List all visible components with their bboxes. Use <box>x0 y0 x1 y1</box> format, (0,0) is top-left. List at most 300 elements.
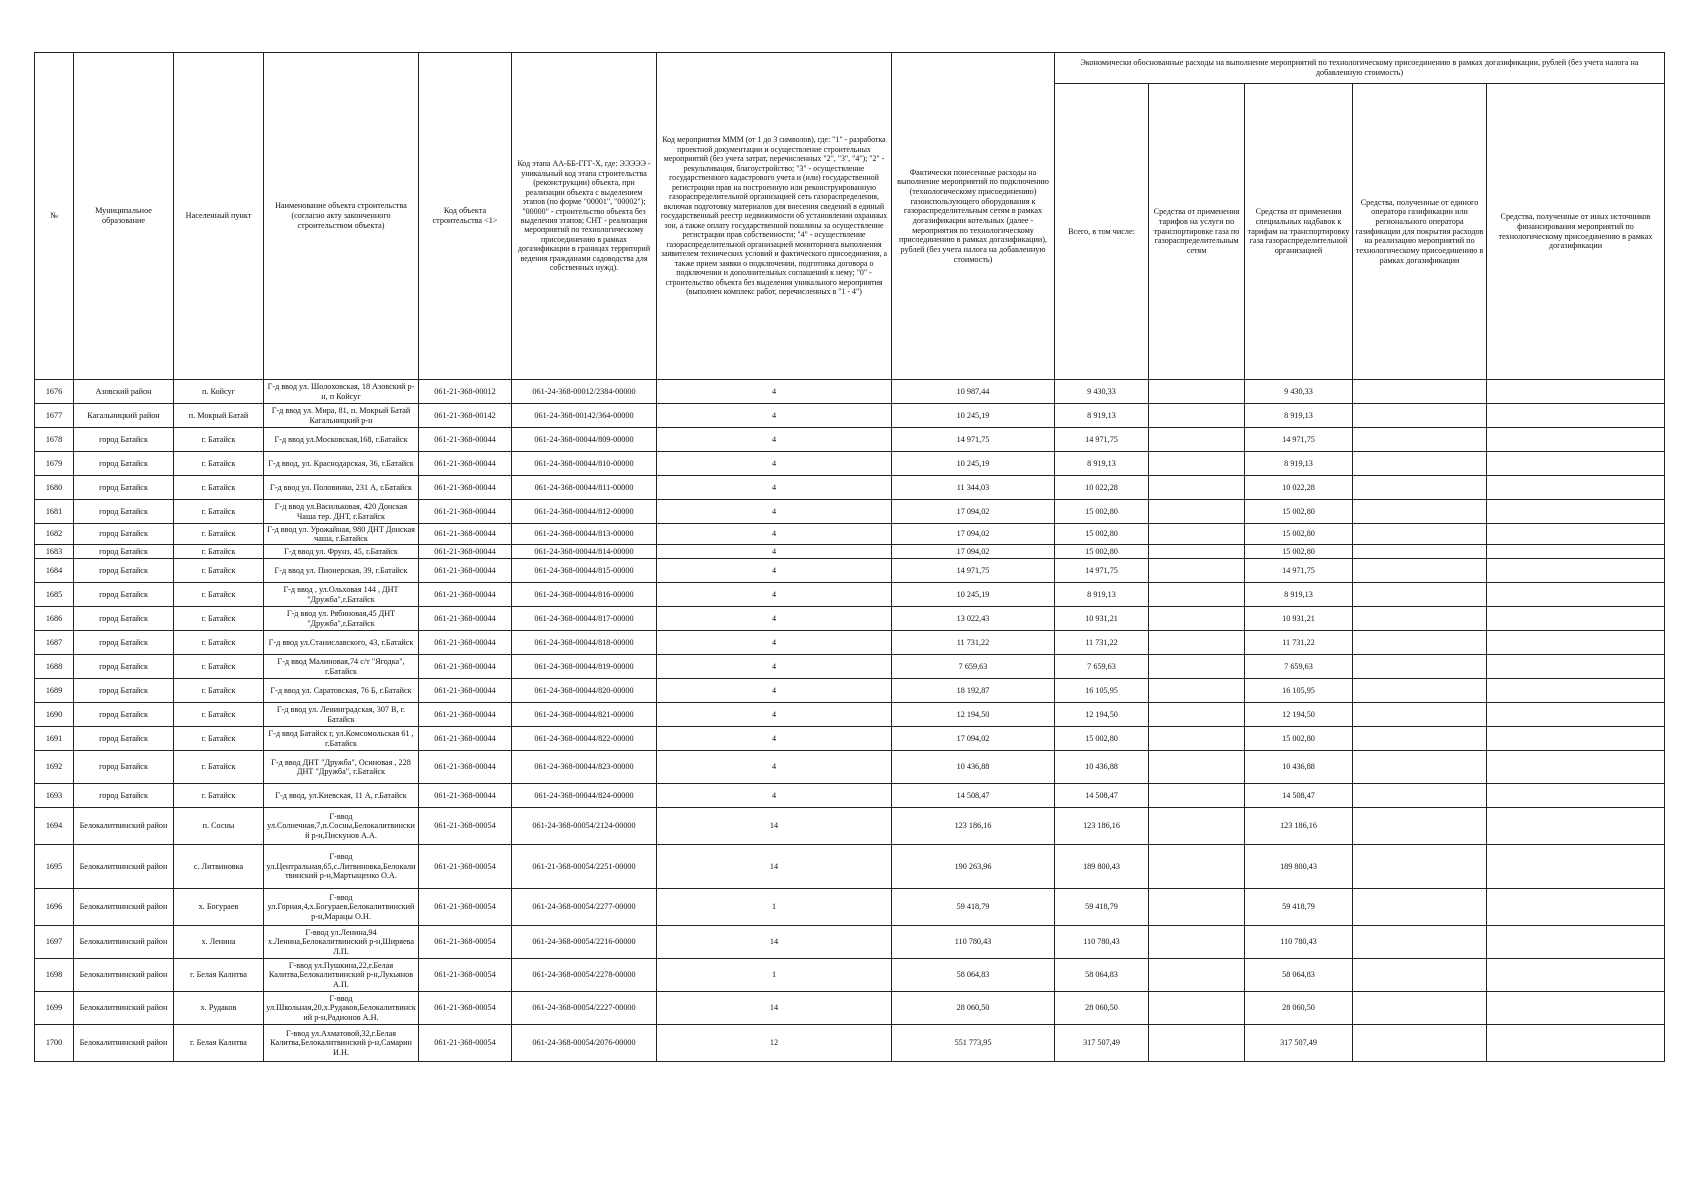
total-cell: 28 060,50 <box>1055 992 1149 1025</box>
settlement-cell: г. Батайск <box>174 428 264 452</box>
activity-code-cell: 4 <box>657 784 892 808</box>
object-code-cell: 061-21-368-00044 <box>419 452 512 476</box>
stage-code-cell: 061-24-368-00044/810-00000 <box>512 452 657 476</box>
table-row <box>35 380 1665 404</box>
actual-costs-cell: 59 418,79 <box>892 889 1055 926</box>
total-cell: 189 800,43 <box>1055 845 1149 889</box>
object-name-cell: Г-д ввод ул. Саратовская, 76 Б, г.Батайск <box>264 679 419 703</box>
operator-funds-cell <box>1353 784 1487 808</box>
row-number: 1695 <box>35 845 74 889</box>
row-number: 1681 <box>35 500 74 524</box>
settlement-cell: х. Рудаков <box>174 992 264 1025</box>
object-code-cell: 061-21-368-00044 <box>419 476 512 500</box>
other-funds-cell <box>1487 845 1665 889</box>
operator-funds-cell <box>1353 452 1487 476</box>
activity-code-cell: 4 <box>657 500 892 524</box>
actual-costs-cell: 10 245,19 <box>892 452 1055 476</box>
stage-code-cell: 061-24-368-00044/814-00000 <box>512 545 657 559</box>
operator-funds-cell <box>1353 380 1487 404</box>
operator-funds-cell <box>1353 476 1487 500</box>
actual-costs-cell: 551 773,95 <box>892 1025 1055 1062</box>
table-row <box>35 959 1665 992</box>
actual-costs-cell: 12 194,50 <box>892 703 1055 727</box>
table-row <box>35 559 1665 583</box>
transport-funds-cell <box>1149 992 1245 1025</box>
table-row <box>35 452 1665 476</box>
operator-funds-cell <box>1353 1025 1487 1062</box>
other-funds-cell <box>1487 992 1665 1025</box>
other-funds-cell <box>1487 703 1665 727</box>
table-row <box>35 428 1665 452</box>
object-code-cell: 061-21-368-00054 <box>419 845 512 889</box>
object-code-cell: 061-21-368-00044 <box>419 679 512 703</box>
activity-code-cell: 4 <box>657 404 892 428</box>
operator-funds-cell <box>1353 524 1487 545</box>
row-number: 1686 <box>35 607 74 631</box>
settlement-cell: х. Богураев <box>174 889 264 926</box>
total-cell: 15 002,80 <box>1055 500 1149 524</box>
object-code-cell: 061-21-368-00044 <box>419 428 512 452</box>
special-funds-cell: 8 919,13 <box>1245 404 1353 428</box>
other-funds-cell <box>1487 679 1665 703</box>
other-funds-cell <box>1487 380 1665 404</box>
special-funds-cell: 16 105,95 <box>1245 679 1353 703</box>
row-number: 1680 <box>35 476 74 500</box>
other-funds-cell <box>1487 404 1665 428</box>
object-name-cell: Г-д ввод, ул.Киевская, 11 А, г.Батайск <box>264 784 419 808</box>
table-row <box>35 889 1665 926</box>
object-name-cell: Г-д ввод, ул. Краснодарская, 36, г.Батайск <box>264 452 419 476</box>
municipality-cell: город Батайск <box>74 631 174 655</box>
object-name-cell: Г-д ввод , ул.Ольховая 144 , ДНТ "Дружба",г.Батайск <box>264 583 419 607</box>
municipality-cell: Белокалитвинский район <box>74 889 174 926</box>
actual-costs-cell: 14 971,75 <box>892 559 1055 583</box>
table-row <box>35 500 1665 524</box>
col-header-object-code: Код объекта строительства <1> <box>419 53 512 380</box>
table-row <box>35 655 1665 679</box>
operator-funds-cell <box>1353 500 1487 524</box>
operator-funds-cell <box>1353 992 1487 1025</box>
object-name-cell: Г-д ввод ДНТ "Дружба", Осиновая , 228 ДНТ "Дружба", г.Батайск <box>264 751 419 784</box>
actual-costs-cell: 123 186,16 <box>892 808 1055 845</box>
total-cell: 8 919,13 <box>1055 404 1149 428</box>
other-funds-cell <box>1487 559 1665 583</box>
row-number: 1698 <box>35 959 74 992</box>
table-row <box>35 703 1665 727</box>
total-cell: 15 002,80 <box>1055 727 1149 751</box>
other-funds-cell <box>1487 583 1665 607</box>
operator-funds-cell <box>1353 889 1487 926</box>
special-funds-cell: 317 507,49 <box>1245 1025 1353 1062</box>
other-funds-cell <box>1487 428 1665 452</box>
operator-funds-cell <box>1353 545 1487 559</box>
settlement-cell: п. Койсуг <box>174 380 264 404</box>
total-cell: 16 105,95 <box>1055 679 1149 703</box>
total-cell: 15 002,80 <box>1055 545 1149 559</box>
transport-funds-cell <box>1149 926 1245 959</box>
transport-funds-cell <box>1149 631 1245 655</box>
actual-costs-cell: 11 731,22 <box>892 631 1055 655</box>
table-row <box>35 583 1665 607</box>
total-cell: 11 731,22 <box>1055 631 1149 655</box>
activity-code-cell: 4 <box>657 727 892 751</box>
object-name-cell: Г-ввод ул.Ленина,94 х.Ленина,Белокалитвинский р-н,Ширяева Л.П. <box>264 926 419 959</box>
total-cell: 123 186,16 <box>1055 808 1149 845</box>
other-funds-cell <box>1487 889 1665 926</box>
other-funds-cell <box>1487 959 1665 992</box>
actual-costs-cell: 18 192,87 <box>892 679 1055 703</box>
row-number: 1684 <box>35 559 74 583</box>
col-header-num: № <box>35 53 74 380</box>
stage-code-cell: 061-24-368-00142/364-00000 <box>512 404 657 428</box>
row-number: 1699 <box>35 992 74 1025</box>
table-row <box>35 727 1665 751</box>
object-code-cell: 061-21-368-00044 <box>419 545 512 559</box>
col-header-from-special: Средства от применения специальных надбавок к тарифам на транспортировку газа газораспределительной организацией <box>1245 84 1353 380</box>
operator-funds-cell <box>1353 607 1487 631</box>
settlement-cell: с. Литвиновка <box>174 845 264 889</box>
activity-code-cell: 4 <box>657 607 892 631</box>
settlement-cell: г. Батайск <box>174 655 264 679</box>
special-funds-cell: 12 194,50 <box>1245 703 1353 727</box>
activity-code-cell: 4 <box>657 380 892 404</box>
other-funds-cell <box>1487 727 1665 751</box>
total-cell: 12 194,50 <box>1055 703 1149 727</box>
object-code-cell: 061-21-368-00044 <box>419 500 512 524</box>
municipality-cell: Белокалитвинский район <box>74 845 174 889</box>
col-header-total: Всего, в том числе: <box>1055 84 1149 380</box>
special-funds-cell: 10 436,88 <box>1245 751 1353 784</box>
row-number: 1691 <box>35 727 74 751</box>
transport-funds-cell <box>1149 703 1245 727</box>
special-funds-cell: 15 002,80 <box>1245 524 1353 545</box>
object-name-cell: Г-д ввод ул.Васильковая, 420 Донская Чаша тер. ДНТ, г.Батайск <box>264 500 419 524</box>
object-code-cell: 061-21-368-00044 <box>419 784 512 808</box>
operator-funds-cell <box>1353 559 1487 583</box>
table-row <box>35 784 1665 808</box>
gasification-costs-table <box>34 52 1665 1062</box>
special-funds-cell: 123 186,16 <box>1245 808 1353 845</box>
col-header-settlement: Населенный пункт <box>174 53 264 380</box>
object-name-cell: Г-ввод ул.Солнечная,7,п.Сосны,Белокалитвинский р-н,Пискунов А.А. <box>264 808 419 845</box>
settlement-cell: г. Белая Калитва <box>174 1025 264 1062</box>
transport-funds-cell <box>1149 524 1245 545</box>
operator-funds-cell <box>1353 845 1487 889</box>
object-name-cell: Г-д ввод ул. Пионерская, 39, г.Батайск <box>264 559 419 583</box>
object-code-cell: 061-21-368-00054 <box>419 926 512 959</box>
other-funds-cell <box>1487 476 1665 500</box>
special-funds-cell: 14 971,75 <box>1245 428 1353 452</box>
actual-costs-cell: 17 094,02 <box>892 545 1055 559</box>
row-number: 1679 <box>35 452 74 476</box>
row-number: 1677 <box>35 404 74 428</box>
settlement-cell: г. Батайск <box>174 703 264 727</box>
row-number: 1689 <box>35 679 74 703</box>
row-number: 1678 <box>35 428 74 452</box>
total-cell: 15 002,80 <box>1055 524 1149 545</box>
transport-funds-cell <box>1149 845 1245 889</box>
other-funds-cell <box>1487 751 1665 784</box>
transport-funds-cell <box>1149 583 1245 607</box>
special-funds-cell: 28 060,50 <box>1245 992 1353 1025</box>
special-funds-cell: 110 780,43 <box>1245 926 1353 959</box>
actual-costs-cell: 28 060,50 <box>892 992 1055 1025</box>
municipality-cell: Белокалитвинский район <box>74 808 174 845</box>
actual-costs-cell: 58 064,83 <box>892 959 1055 992</box>
object-name-cell: Г-д ввод ул. Ленинградская, 307 В, г. Батайск <box>264 703 419 727</box>
col-header-econ-group: Экономически обоснованные расходы на выполнение мероприятий по технологическому присоединению в рамках догазификации, рублей (без учета налога на добавленную стоимость) <box>1055 53 1665 84</box>
special-funds-cell: 7 659,63 <box>1245 655 1353 679</box>
document-page <box>34 52 1664 1062</box>
settlement-cell: г. Батайск <box>174 727 264 751</box>
object-code-cell: 061-21-368-00054 <box>419 889 512 926</box>
object-code-cell: 061-21-368-00054 <box>419 992 512 1025</box>
object-name-cell: Г-д ввод ул. Мира, 81, п. Мокрый Батай Кагальницкий р-н <box>264 404 419 428</box>
total-cell: 9 430,33 <box>1055 380 1149 404</box>
special-funds-cell: 59 418,79 <box>1245 889 1353 926</box>
special-funds-cell: 10 931,21 <box>1245 607 1353 631</box>
object-code-cell: 061-21-368-00044 <box>419 655 512 679</box>
municipality-cell: город Батайск <box>74 751 174 784</box>
operator-funds-cell <box>1353 751 1487 784</box>
actual-costs-cell: 10 436,88 <box>892 751 1055 784</box>
other-funds-cell <box>1487 808 1665 845</box>
col-header-object-name: Наименование объекта строительства (согласно акту законченного строительством объекта) <box>264 53 419 380</box>
col-header-from-other: Средства, полученные от иных источников финансирования мероприятий по технологическому присоединению в рамках догазификации <box>1487 84 1665 380</box>
stage-code-cell: 061-24-368-00044/818-00000 <box>512 631 657 655</box>
total-cell: 58 064,83 <box>1055 959 1149 992</box>
municipality-cell: Белокалитвинский район <box>74 992 174 1025</box>
object-name-cell: Г-д ввод ул. Фрунз, 45, г.Батайск <box>264 545 419 559</box>
stage-code-cell: 061-24-368-00054/2278-00000 <box>512 959 657 992</box>
transport-funds-cell <box>1149 500 1245 524</box>
other-funds-cell <box>1487 607 1665 631</box>
stage-code-cell: 061-24-368-00044/812-00000 <box>512 500 657 524</box>
special-funds-cell: 58 064,83 <box>1245 959 1353 992</box>
actual-costs-cell: 11 344,03 <box>892 476 1055 500</box>
settlement-cell: г. Батайск <box>174 545 264 559</box>
other-funds-cell <box>1487 500 1665 524</box>
settlement-cell: г. Батайск <box>174 784 264 808</box>
total-cell: 8 919,13 <box>1055 452 1149 476</box>
table-body <box>35 380 1665 1062</box>
object-code-cell: 061-21-368-00044 <box>419 559 512 583</box>
transport-funds-cell <box>1149 889 1245 926</box>
other-funds-cell <box>1487 926 1665 959</box>
activity-code-cell: 4 <box>657 679 892 703</box>
total-cell: 10 931,21 <box>1055 607 1149 631</box>
transport-funds-cell <box>1149 545 1245 559</box>
special-funds-cell: 15 002,80 <box>1245 727 1353 751</box>
municipality-cell: город Батайск <box>74 428 174 452</box>
activity-code-cell: 4 <box>657 703 892 727</box>
object-code-cell: 061-21-368-00142 <box>419 404 512 428</box>
municipality-cell: город Батайск <box>74 524 174 545</box>
object-code-cell: 061-21-368-00054 <box>419 959 512 992</box>
municipality-cell: город Батайск <box>74 476 174 500</box>
other-funds-cell <box>1487 1025 1665 1062</box>
operator-funds-cell <box>1353 655 1487 679</box>
stage-code-cell: 061-24-368-00054/2076-00000 <box>512 1025 657 1062</box>
municipality-cell: город Батайск <box>74 784 174 808</box>
actual-costs-cell: 10 245,19 <box>892 583 1055 607</box>
activity-code-cell: 4 <box>657 583 892 607</box>
stage-code-cell: 061-24-368-00044/819-00000 <box>512 655 657 679</box>
stage-code-cell: 061-24-368-00044/821-00000 <box>512 703 657 727</box>
operator-funds-cell <box>1353 703 1487 727</box>
table-row <box>35 545 1665 559</box>
row-number: 1685 <box>35 583 74 607</box>
object-name-cell: Г-д ввод Батайск г, ул.Комсомольская 61 , г.Батайск <box>264 727 419 751</box>
object-name-cell: Г-ввод ул.Пушкина,22,г.Белая Калитва,Белокалитвинский р-н,Лукьянов А.П. <box>264 959 419 992</box>
municipality-cell: Белокалитвинский район <box>74 1025 174 1062</box>
special-funds-cell: 14 971,75 <box>1245 559 1353 583</box>
activity-code-cell: 4 <box>657 655 892 679</box>
object-code-cell: 061-21-368-00044 <box>419 631 512 655</box>
other-funds-cell <box>1487 631 1665 655</box>
settlement-cell: г. Батайск <box>174 631 264 655</box>
row-number: 1693 <box>35 784 74 808</box>
col-header-from-transport: Средства от применения тарифов на услуги по транспортировке газа по газораспределительным сетям <box>1149 84 1245 380</box>
activity-code-cell: 14 <box>657 845 892 889</box>
other-funds-cell <box>1487 655 1665 679</box>
settlement-cell: г. Батайск <box>174 452 264 476</box>
actual-costs-cell: 10 987,44 <box>892 380 1055 404</box>
table-row <box>35 808 1665 845</box>
stage-code-cell: 061-21-368-00054/2251-00000 <box>512 845 657 889</box>
settlement-cell: х. Ленина <box>174 926 264 959</box>
special-funds-cell: 189 800,43 <box>1245 845 1353 889</box>
municipality-cell: Белокалитвинский район <box>74 959 174 992</box>
col-header-activity-code: Код мероприятия МММ (от 1 до 3 символов), где: "1" - разработка проектной документации и осуществление строительных мероприятий (без учета затрат, перечисленных "2", "3", "4"); "2" - рекультивация, благоустройство; "3" - осуществление государственного кадастрового учета и (или) государственной регистрации прав на построенную или реконструированную газораспределительной организацией сеть газораспределения, включая подготовку материалов для внесения сведений в единый государственный реестр недвижимости об установлении охранных зон, а также оплату государственной пошлины за осуществление регистрации прав собственности; "4" - осуществление газораспределительной организацией мониторинга выполнения заявителем технических условий и фактического присоединения, а также прием заявки о подключении, подготовка договора о подключении и дополнительных соглашений к нему; "0" - строительство объекта без выделения уникального мероприятия (выполнен комплекс работ, перечисленных в "1 - 4") <box>657 53 892 380</box>
actual-costs-cell: 7 659,63 <box>892 655 1055 679</box>
settlement-cell: г. Батайск <box>174 751 264 784</box>
object-code-cell: 061-21-368-00054 <box>419 808 512 845</box>
operator-funds-cell <box>1353 631 1487 655</box>
stage-code-cell: 061-24-368-00044/817-00000 <box>512 607 657 631</box>
object-code-cell: 061-21-368-00044 <box>419 703 512 727</box>
transport-funds-cell <box>1149 751 1245 784</box>
object-name-cell: Г-д ввод ул. Рябиновая,45 ДНТ "Дружба",г.Батайск <box>264 607 419 631</box>
special-funds-cell: 15 002,80 <box>1245 500 1353 524</box>
actual-costs-cell: 17 094,02 <box>892 524 1055 545</box>
row-number: 1690 <box>35 703 74 727</box>
activity-code-cell: 4 <box>657 452 892 476</box>
operator-funds-cell <box>1353 679 1487 703</box>
transport-funds-cell <box>1149 679 1245 703</box>
settlement-cell: г. Батайск <box>174 583 264 607</box>
table-row <box>35 926 1665 959</box>
activity-code-cell: 4 <box>657 428 892 452</box>
object-code-cell: 061-21-368-00044 <box>419 727 512 751</box>
actual-costs-cell: 190 263,96 <box>892 845 1055 889</box>
stage-code-cell: 061-24-368-00044/816-00000 <box>512 583 657 607</box>
special-funds-cell: 14 508,47 <box>1245 784 1353 808</box>
row-number: 1697 <box>35 926 74 959</box>
row-number: 1687 <box>35 631 74 655</box>
actual-costs-cell: 10 245,19 <box>892 404 1055 428</box>
municipality-cell: Кагальницкий район <box>74 404 174 428</box>
municipality-cell: город Батайск <box>74 452 174 476</box>
actual-costs-cell: 110 780,43 <box>892 926 1055 959</box>
stage-code-cell: 061-24-368-00044/822-00000 <box>512 727 657 751</box>
activity-code-cell: 4 <box>657 559 892 583</box>
settlement-cell: п. Сосны <box>174 808 264 845</box>
table-row <box>35 476 1665 500</box>
special-funds-cell: 10 022,28 <box>1245 476 1353 500</box>
table-row <box>35 607 1665 631</box>
transport-funds-cell <box>1149 959 1245 992</box>
operator-funds-cell <box>1353 926 1487 959</box>
settlement-cell: г. Батайск <box>174 524 264 545</box>
object-code-cell: 061-21-368-00044 <box>419 751 512 784</box>
table-row <box>35 404 1665 428</box>
transport-funds-cell <box>1149 404 1245 428</box>
settlement-cell: г. Батайск <box>174 559 264 583</box>
row-number: 1682 <box>35 524 74 545</box>
row-number: 1683 <box>35 545 74 559</box>
row-number: 1694 <box>35 808 74 845</box>
special-funds-cell: 9 430,33 <box>1245 380 1353 404</box>
actual-costs-cell: 17 094,02 <box>892 500 1055 524</box>
total-cell: 14 971,75 <box>1055 428 1149 452</box>
municipality-cell: город Батайск <box>74 679 174 703</box>
operator-funds-cell <box>1353 428 1487 452</box>
object-name-cell: Г-ввод ул.Школьная,20,х.Рудаков,Белокалитвинский р-н,Радионов А.Н. <box>264 992 419 1025</box>
table-row <box>35 751 1665 784</box>
stage-code-cell: 061-24-368-00044/820-00000 <box>512 679 657 703</box>
special-funds-cell: 15 002,80 <box>1245 545 1353 559</box>
object-code-cell: 061-21-368-00044 <box>419 607 512 631</box>
transport-funds-cell <box>1149 476 1245 500</box>
object-name-cell: Г-д ввод ул. Урожайная, 980 ДНТ Донская чаша, г.Батайск <box>264 524 419 545</box>
object-code-cell: 061-21-368-00012 <box>419 380 512 404</box>
activity-code-cell: 4 <box>657 545 892 559</box>
row-number: 1676 <box>35 380 74 404</box>
settlement-cell: п. Мокрый Батай <box>174 404 264 428</box>
municipality-cell: город Батайск <box>74 583 174 607</box>
total-cell: 59 418,79 <box>1055 889 1149 926</box>
row-number: 1688 <box>35 655 74 679</box>
municipality-cell: город Батайск <box>74 703 174 727</box>
municipality-cell: город Батайск <box>74 500 174 524</box>
stage-code-cell: 061-24-368-00054/2216-00000 <box>512 926 657 959</box>
settlement-cell: г. Батайск <box>174 500 264 524</box>
total-cell: 10 436,88 <box>1055 751 1149 784</box>
activity-code-cell: 4 <box>657 476 892 500</box>
stage-code-cell: 061-24-368-00044/809-00000 <box>512 428 657 452</box>
operator-funds-cell <box>1353 583 1487 607</box>
activity-code-cell: 14 <box>657 992 892 1025</box>
col-header-actual-costs: Фактически понесенные расходы на выполнение мероприятий по подключению (технологическому присоединению) газоиспользующего оборудования к газораспределительным сетям в рамках догазификации котельных (далее - мероприятия по технологическому присоединению в рамках догазификации), рублей (без учета налога на добавленную стоимость) <box>892 53 1055 380</box>
stage-code-cell: 061-24-368-00044/811-00000 <box>512 476 657 500</box>
other-funds-cell <box>1487 545 1665 559</box>
municipality-cell: город Батайск <box>74 559 174 583</box>
object-code-cell: 061-21-368-00044 <box>419 524 512 545</box>
actual-costs-cell: 13 022,43 <box>892 607 1055 631</box>
operator-funds-cell <box>1353 959 1487 992</box>
row-number: 1700 <box>35 1025 74 1062</box>
transport-funds-cell <box>1149 607 1245 631</box>
municipality-cell: Азовский район <box>74 380 174 404</box>
activity-code-cell: 12 <box>657 1025 892 1062</box>
stage-code-cell: 061-24-368-00044/824-00000 <box>512 784 657 808</box>
activity-code-cell: 14 <box>657 926 892 959</box>
activity-code-cell: 1 <box>657 889 892 926</box>
transport-funds-cell <box>1149 452 1245 476</box>
row-number: 1696 <box>35 889 74 926</box>
total-cell: 10 022,28 <box>1055 476 1149 500</box>
